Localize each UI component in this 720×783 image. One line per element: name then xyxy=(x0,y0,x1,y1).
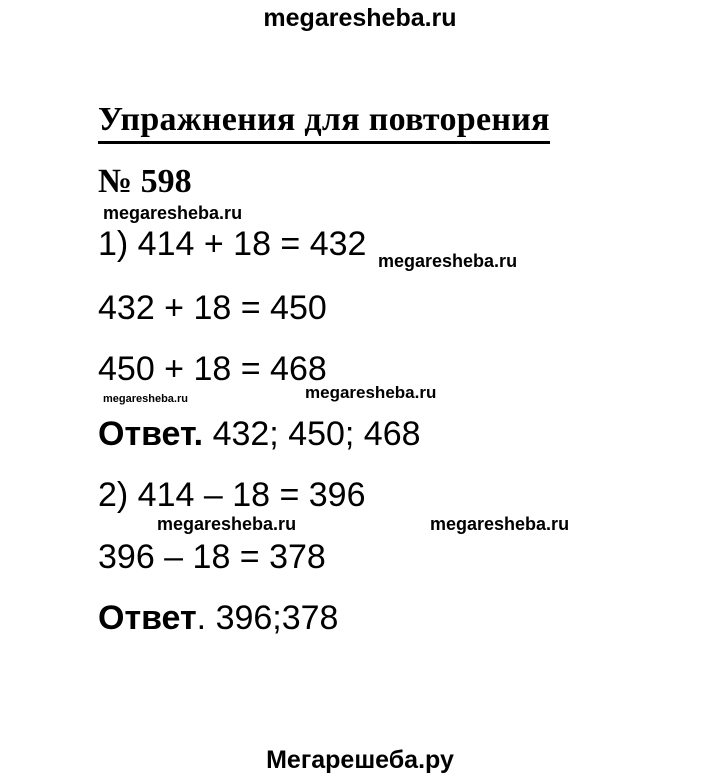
equation-line: 2) 414 – 18 = 396 xyxy=(98,476,366,514)
watermark-bottom: Мегарешеба.ру xyxy=(266,746,454,774)
task-number: № 598 xyxy=(98,163,192,200)
watermark: megaresheba.ru xyxy=(430,514,570,534)
answer-label: Ответ. xyxy=(98,415,204,453)
answer-value: 432; 450; 468 xyxy=(203,415,421,453)
watermark: megaresheba.ru xyxy=(378,251,518,271)
answer-line xyxy=(98,414,421,454)
watermark-top: megaresheba.ru xyxy=(263,4,457,32)
answer-value: . 396;378 xyxy=(196,599,339,637)
answer-line xyxy=(98,598,338,638)
watermark: megaresheba.ru xyxy=(157,514,297,534)
section-title: Упражнения для повторения xyxy=(98,100,550,144)
equation-line: 396 – 18 = 378 xyxy=(98,538,326,576)
watermark: megaresheba.ru xyxy=(103,393,188,405)
answer-label: Ответ xyxy=(98,599,197,637)
equation-line: 450 + 18 = 468 xyxy=(98,350,327,388)
watermark: megaresheba.ru xyxy=(103,203,243,223)
equation-line: 1) 414 + 18 = 432 xyxy=(98,225,367,263)
watermark: megaresheba.ru xyxy=(305,383,437,402)
equation-line: 432 + 18 = 450 xyxy=(98,289,327,327)
